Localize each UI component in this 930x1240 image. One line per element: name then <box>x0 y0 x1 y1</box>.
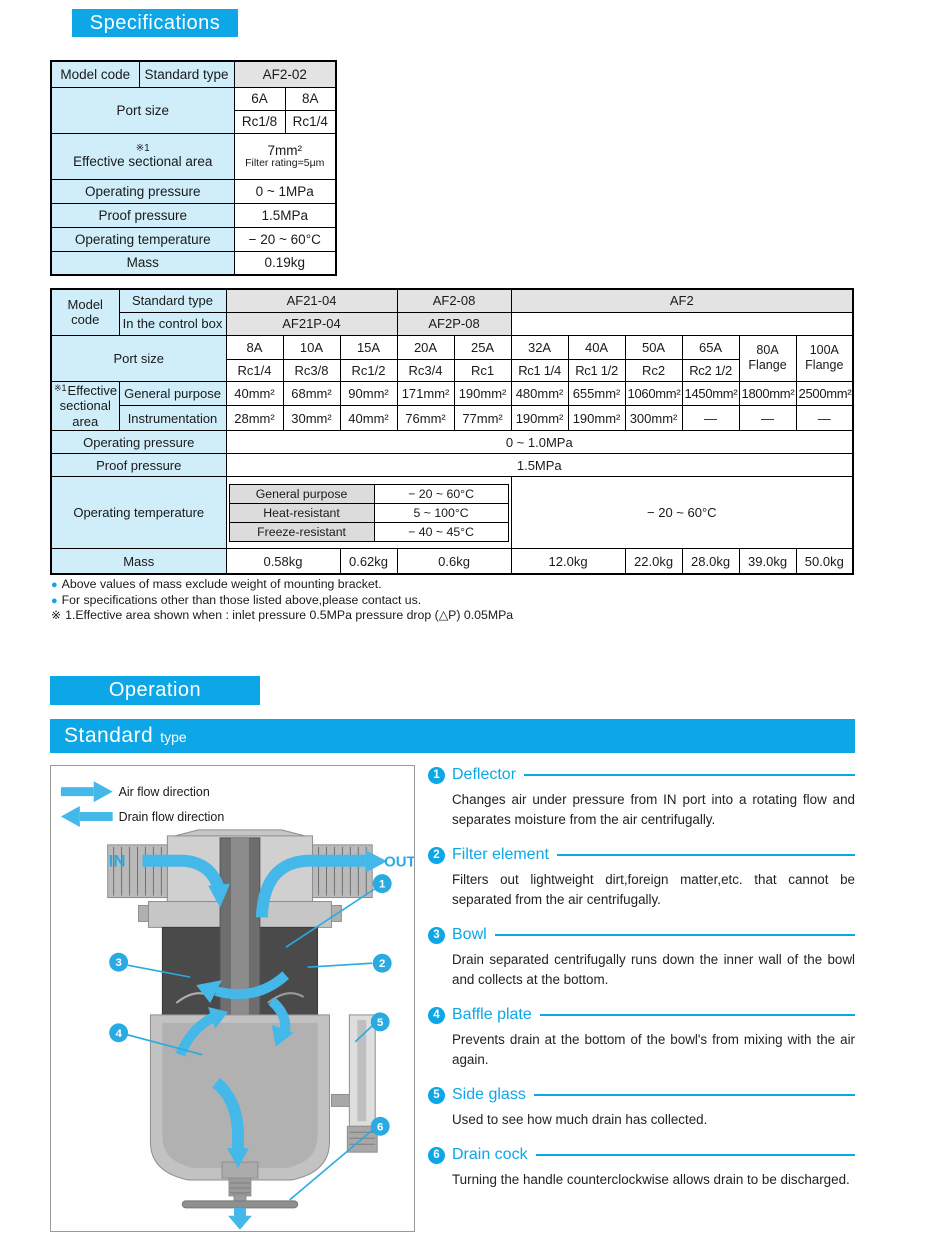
port-thread-cell: Rc1/4 <box>226 359 283 381</box>
svg-text:1: 1 <box>378 878 386 891</box>
port-thread-cell: Rc1/2 <box>340 359 397 381</box>
area-value: 40mm² <box>226 381 283 406</box>
temp-variant-label: Freeze-resistant <box>229 522 374 541</box>
port-size-cell: 65A <box>682 335 739 359</box>
model-value: AF2-02 <box>234 61 336 87</box>
area-value: 68mm² <box>283 381 340 406</box>
effective-area-value: 7mm² Filter rating=5μm <box>234 133 336 179</box>
port-thread-cell: Rc3/4 <box>397 359 454 381</box>
proof-pressure-value: 1.5MPa <box>226 454 853 477</box>
port-thread-cell: Rc2 <box>625 359 682 381</box>
area-value: 1060mm² <box>625 381 682 406</box>
temp-variant-value: 5 ~ 100°C <box>374 503 508 522</box>
mass-value: 22.0kg <box>625 549 682 574</box>
area-value: 2500mm² <box>796 381 853 406</box>
port-thread-cell: Rc1/4 <box>285 110 336 133</box>
item-rule <box>524 774 855 776</box>
temperature-value: − 20 ~ 60°C <box>511 477 853 549</box>
area-value: 1450mm² <box>682 381 739 406</box>
diagram-svg <box>51 766 414 1231</box>
item-title: Side glass <box>452 1086 526 1103</box>
temperature-variants-cell <box>226 477 511 549</box>
area-value: 190mm² <box>454 381 511 406</box>
proof-pressure-label: Proof pressure <box>51 203 234 227</box>
mass-label: Mass <box>51 549 226 574</box>
area-value: 655mm² <box>568 381 625 406</box>
item-rule <box>534 1094 855 1096</box>
bullet-icon: ● <box>51 579 58 591</box>
item-number-badge: 3 <box>428 927 445 944</box>
operating-pressure-value: 0 ~ 1.0MPa <box>226 431 853 454</box>
operating-pressure-label: Operating pressure <box>51 179 234 203</box>
operation-item-side-glass <box>428 1086 855 1130</box>
area-value: 190mm² <box>568 406 625 431</box>
model-value: AF21-04 <box>226 289 397 312</box>
note-reference: ※1 <box>135 142 150 154</box>
item-description: Changes air under pressure from IN port into a rotating flow and separates moisture from the air centrifugally. <box>452 792 855 827</box>
item-description: Turning the handle counterclockwise allows drain to be discharged. <box>452 1172 850 1187</box>
instrumentation-label: Instrumentation <box>119 406 226 431</box>
port-size-cell: 40A <box>568 335 625 359</box>
legend-air-label: Air flow direction <box>118 785 210 800</box>
model-value: AF2-08 <box>397 289 511 312</box>
area-value: 76mm² <box>397 406 454 431</box>
port-size-label: Port size <box>51 335 226 381</box>
port-thread-cell: Rc1 1/4 <box>511 359 568 381</box>
item-description: Drain separated centrifugally runs down the inner wall of the bowl and collects at the bottom. <box>452 952 855 987</box>
filter-cutaway-diagram <box>50 765 415 1232</box>
in-port-label: IN <box>108 851 126 871</box>
temp-variant-label: General purpose <box>229 484 374 503</box>
item-description: Used to see how much drain has collected. <box>452 1112 708 1127</box>
control-box-label: In the control box <box>119 312 226 335</box>
note-reference: ※1 <box>54 382 67 393</box>
port-size-cell: 50A <box>625 335 682 359</box>
area-value: 171mm² <box>397 381 454 406</box>
area-value: 90mm² <box>340 381 397 406</box>
mass-value: 0.58kg <box>226 549 340 574</box>
item-number-badge: 5 <box>428 1087 445 1104</box>
model-value: AF2P-08 <box>397 312 511 335</box>
banner-subtitle: type <box>160 729 187 745</box>
mass-value: 12.0kg <box>511 549 625 574</box>
spec-table-af2-02 <box>50 60 337 276</box>
item-title: Filter element <box>452 846 549 863</box>
port-thread-cell: Rc1/8 <box>234 110 285 133</box>
port-size-cell: 20A <box>397 335 454 359</box>
mass-label: Mass <box>51 251 234 275</box>
specifications-header: Specifications <box>72 9 238 37</box>
area-value: 300mm² <box>625 406 682 431</box>
standard-type-label: Standard type <box>139 61 234 87</box>
bullet-icon: ● <box>51 594 58 607</box>
standard-type-label: Standard type <box>119 289 226 312</box>
reference-mark-icon: ※ <box>51 608 62 622</box>
operation-item-deflector <box>428 766 855 830</box>
model-value-empty <box>511 312 853 335</box>
temp-variant-value: − 40 ~ 45°C <box>374 522 508 541</box>
item-number-badge: 6 <box>428 1147 445 1164</box>
port-size-cell: 8A <box>285 87 336 110</box>
area-value: 77mm² <box>454 406 511 431</box>
port-size-cell: 32A <box>511 335 568 359</box>
item-title: Bowl <box>452 926 487 943</box>
area-value: 30mm² <box>283 406 340 431</box>
temperature-variants-table <box>229 484 509 542</box>
port-size-cell: 8A <box>226 335 283 359</box>
operating-pressure-label: Operating pressure <box>51 431 226 454</box>
operation-item-baffle-plate <box>428 1006 855 1070</box>
port-thread-cell: Rc1 <box>454 359 511 381</box>
effective-area-label: $^{※1}$Effective sectional area <box>51 381 119 431</box>
operating-temperature-label: Operating temperature <box>51 477 226 549</box>
proof-pressure-label: Proof pressure <box>51 454 226 477</box>
area-value: — <box>796 406 853 431</box>
operation-item-list <box>428 766 855 1206</box>
area-value: 1800mm² <box>739 381 796 406</box>
drain-flow-arrow-icon <box>61 806 113 827</box>
port-size-cell: 25A <box>454 335 511 359</box>
area-value: 190mm² <box>511 406 568 431</box>
mass-value: 50.0kg <box>796 549 853 574</box>
svg-text:3: 3 <box>115 957 122 970</box>
operation-item-drain-cock <box>428 1146 855 1190</box>
item-number-badge: 2 <box>428 847 445 864</box>
footnotes <box>51 577 731 623</box>
spec-table-af2-series <box>50 288 854 575</box>
item-description: Prevents drain at the bottom of the bowl's from mixing with the air again. <box>452 1032 855 1067</box>
footnote: ※ 1.Effective area shown when : inlet pressure 0.5MPa pressure drop (△P) 0.05MPa <box>51 608 514 622</box>
proof-pressure-value: 1.5MPa <box>234 203 336 227</box>
operation-item-bowl <box>428 926 855 990</box>
footnote: ● Above values of mass exclude weight of mounting bracket. <box>51 577 382 591</box>
item-number-badge: 1 <box>428 767 445 784</box>
legend-drain-label: Drain flow direction <box>118 809 225 824</box>
operating-temperature-label: Operating temperature <box>51 227 234 251</box>
item-title: Deflector <box>452 766 517 783</box>
svg-text:5: 5 <box>377 1016 384 1029</box>
port-size-cell: 15A <box>340 335 397 359</box>
item-rule <box>536 1154 855 1156</box>
item-title: Drain cock <box>452 1146 528 1163</box>
item-number-badge: 4 <box>428 1007 445 1024</box>
operating-pressure-value: 0 ~ 1MPa <box>234 179 336 203</box>
port-thread-cell: Rc2 1/2 <box>682 359 739 381</box>
svg-text:6: 6 <box>377 1121 384 1134</box>
area-value: — <box>739 406 796 431</box>
mass-value: 0.62kg <box>340 549 397 574</box>
port-size-label: Port size <box>51 87 234 133</box>
item-description: Filters out lightweight dirt,foreign matter,etc. that cannot be separated from the air centrifugally. <box>452 872 855 907</box>
effective-area-label: ※1 Effective sectional area <box>51 133 234 179</box>
area-value: 480mm² <box>511 381 568 406</box>
port-size-cell: 6A <box>234 87 285 110</box>
operation-item-filter-element <box>428 846 855 910</box>
general-purpose-label: General purpose <box>119 381 226 406</box>
port-size-flange-cell: 100A Flange <box>796 335 853 381</box>
item-rule <box>495 934 855 936</box>
model-value: AF2 <box>511 289 853 312</box>
air-flow-arrow-icon <box>61 781 113 802</box>
area-value: — <box>682 406 739 431</box>
mass-value: 0.19kg <box>234 251 336 275</box>
area-value: 28mm² <box>226 406 283 431</box>
model-code-label: Model code <box>51 289 119 335</box>
area-value: 40mm² <box>340 406 397 431</box>
operating-temperature-value: − 20 ~ 60°C <box>234 227 336 251</box>
item-title: Baffle plate <box>452 1006 532 1023</box>
mass-value: 28.0kg <box>682 549 739 574</box>
port-thread-cell: Rc3/8 <box>283 359 340 381</box>
standard-type-banner <box>50 719 855 753</box>
model-value: AF21P-04 <box>226 312 397 335</box>
footnote: ● For specifications other than those listed above,please contact us. <box>51 592 422 607</box>
port-size-flange-cell: 80A Flange <box>739 335 796 381</box>
item-rule <box>540 1014 855 1016</box>
svg-text:4: 4 <box>115 1027 122 1040</box>
mass-value: 0.6kg <box>397 549 511 574</box>
port-size-cell: 10A <box>283 335 340 359</box>
item-rule <box>557 854 855 856</box>
out-port-label: OUT <box>384 854 414 871</box>
banner-title: Standard <box>64 724 154 747</box>
temp-variant-value: − 20 ~ 60°C <box>374 484 508 503</box>
mass-value: 39.0kg <box>739 549 796 574</box>
temp-variant-label: Heat-resistant <box>229 503 374 522</box>
port-thread-cell: Rc1 1/2 <box>568 359 625 381</box>
model-code-label: Model code <box>51 61 139 87</box>
operation-header: Operation <box>50 676 260 705</box>
svg-text:2: 2 <box>378 958 386 971</box>
